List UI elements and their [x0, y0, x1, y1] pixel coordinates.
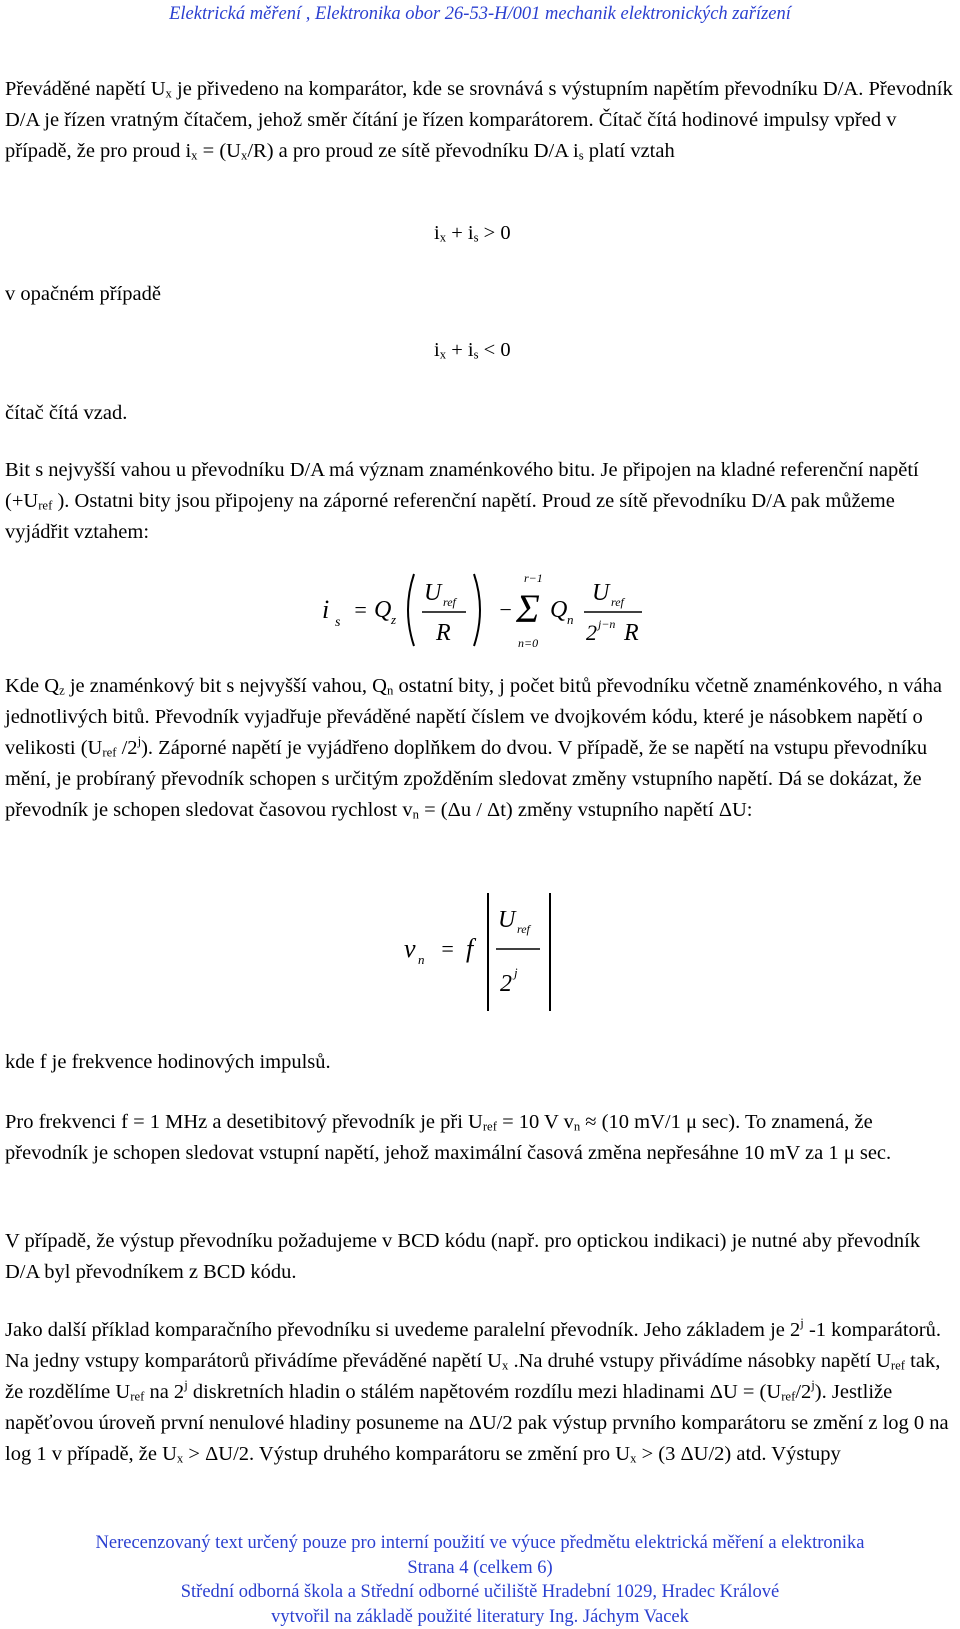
inequality-forward: $i_x + i_s > 0$	[434, 222, 511, 245]
formula-r: R	[436, 620, 451, 646]
formula-uref-2: U	[592, 580, 610, 606]
formula-tracking-rate	[400, 885, 570, 1015]
text-counts-down: čítač čítá vzad.	[5, 402, 128, 424]
formula2-equals: =	[440, 936, 455, 961]
formula-qn: Q	[550, 597, 568, 623]
formula-sum-bottom: n=0	[518, 636, 539, 650]
formula-uref-2-sub: ref	[611, 595, 624, 609]
page-footer	[0, 1531, 960, 1629]
footer-author: vytvořil na základě použité literatury Ing. Jáchym Vacek	[271, 1606, 689, 1627]
text-frequency: kde f je frekvence hodinových impulsů.	[5, 1051, 331, 1073]
formula-qz-sub: z	[391, 612, 397, 627]
footer-disclaimer: Nerecenzovaný text určený pouze pro interní použití ve výuce předmětu elektrická měření a elektronika	[95, 1533, 865, 1553]
formula-uref-sub: ref	[443, 595, 456, 609]
formula-sigma: Σ	[516, 586, 540, 631]
left-bracket	[408, 574, 414, 646]
paragraph-parallel: Jako další příklad komparačního převodníku si uvedeme paralelní převodník. Jeho základem je 2$^j$ -1 komparátorů. Na jedny vstupy komparátorů přivádíme převáděné napětí $U_x$ .Na druhé vstupy přivádíme násobky napětí $U_{ref}$ tak, že rozdělíme $U_{ref}$ na 2$^j$ diskretních hladin o stálém napětovém rozdílu mezi hladinami $\Delta U = (U_{ref}/2^j)$. Jestliže napěťovou úroveň první nenulové hladiny posuneme na ΔU/2 pak výstup prvního komparátoru se změní z log 0 na log 1 v případě, že $U_x > \Delta U/2$. Výstup druhého komparátoru se změní pro $U_x > (3$ ΔU/2) atd. Výstupy	[5, 1316, 949, 1466]
page-header: Elektrická měření , Elektronika obor 26-53-H/001 mechanik elektronických zařízení	[169, 4, 791, 24]
formula-sum-top: r−1	[524, 571, 543, 585]
formula-lhs: i	[322, 595, 330, 624]
formula-qn-sub: n	[567, 612, 574, 627]
formula-lhs-sub: s	[335, 615, 341, 630]
paragraph-intro: Převáděné napětí $U_x$ je přivedeno na komparátor, kde se srovnává s výstupním napětím převodníku D/A. Převodník D/A je řízen vratným čítačem, jehož směr čítání je řízen komparátorem. Čítač čítá hodinové impulsy vpřed v případě, že pro proud $i_x = (U_x/R)$ a pro proud ze sítě převodníku D/A $i_s$ platí vztah	[5, 78, 953, 163]
formula2-uref: U	[498, 907, 516, 933]
formula-minus: −	[498, 597, 513, 622]
formula-r-2: R	[624, 620, 639, 646]
formula-dac-current	[318, 568, 648, 652]
right-bracket	[474, 574, 480, 646]
formula2-f: f	[466, 934, 474, 963]
formula-two: 2	[586, 620, 597, 645]
formula2-two-sup: j	[514, 965, 518, 980]
footer-page-number: Strana 4 (celkem 6)	[407, 1557, 553, 1578]
formula-uref: U	[424, 580, 442, 606]
paragraph-sign-bit: Bit s nejvyšší vahou u převodníku D/A má význam znaménkového bitu. Je připojen na kladné referenční napětí ($+U_{ref}$ ). Ostatni bity jsou připojeny na záporné referenční napětí. Proud ze sítě převodníku D/A pak můžeme vyjádřit vztahem:	[5, 459, 919, 543]
footer-school: Střední odborná škola a Střední odborné učiliště Hradební 1029, Hradec Králové	[180, 1582, 780, 1602]
paragraph-bcd: V případě, že výstup převodníku požadujeme v BCD kódu (např. pro optickou indikaci) je nutné aby převodník D/A byl převodníkem z BCD kódu.	[5, 1230, 921, 1283]
formula2-lhs-sub: n	[418, 952, 425, 967]
text-opposite-case: v opačném případě	[5, 283, 161, 305]
formula-qz: Q	[374, 597, 392, 623]
formula-two-sup: j−n	[598, 617, 616, 631]
formula2-lhs: v	[404, 934, 416, 963]
formula2-uref-sub: ref	[517, 922, 530, 936]
paragraph-example: Pro frekvenci f = 1 MHz a desetibitový převodník je při $U_{ref} = 10$ V $v_n \approx (10$ mV/1 μ sec). To znamená, že převodník je schopen sledovat vstupní napětí, jehož maximální časová změna nepřesáhne 10 mV za 1 μ sec.	[5, 1111, 892, 1164]
formula-equals: =	[353, 597, 368, 622]
formula2-two: 2	[500, 971, 512, 997]
inequality-backward: $i_x + i_s < 0$	[434, 339, 511, 362]
paragraph-bits: Kde $Q_z$ je znaménkový bit s nejvyšší vahou, $Q_n$ ostatní bity, j počet bitů převodníku včetně znaménkového, n váha jednotlivých bitů. Převodník vyjadřuje převáděné napětí číslem ve dvojkovém kódu, které je násobkem napětí o velikosti ($U_{ref}$ /2$^j$). Záporné napětí je vyjádřeno doplňkem do dvou. V případě, že se napětí na vstupu převodníku mění, je probíraný převodník schopen s určitým zpožděním sledovat změny vstupního napětí. Dá se dokázat, že převodník je schopen sledovat časovou rychlost $v_n = (\Delta u / \Delta t)$ změny vstupního napětí ΔU:	[5, 675, 942, 822]
